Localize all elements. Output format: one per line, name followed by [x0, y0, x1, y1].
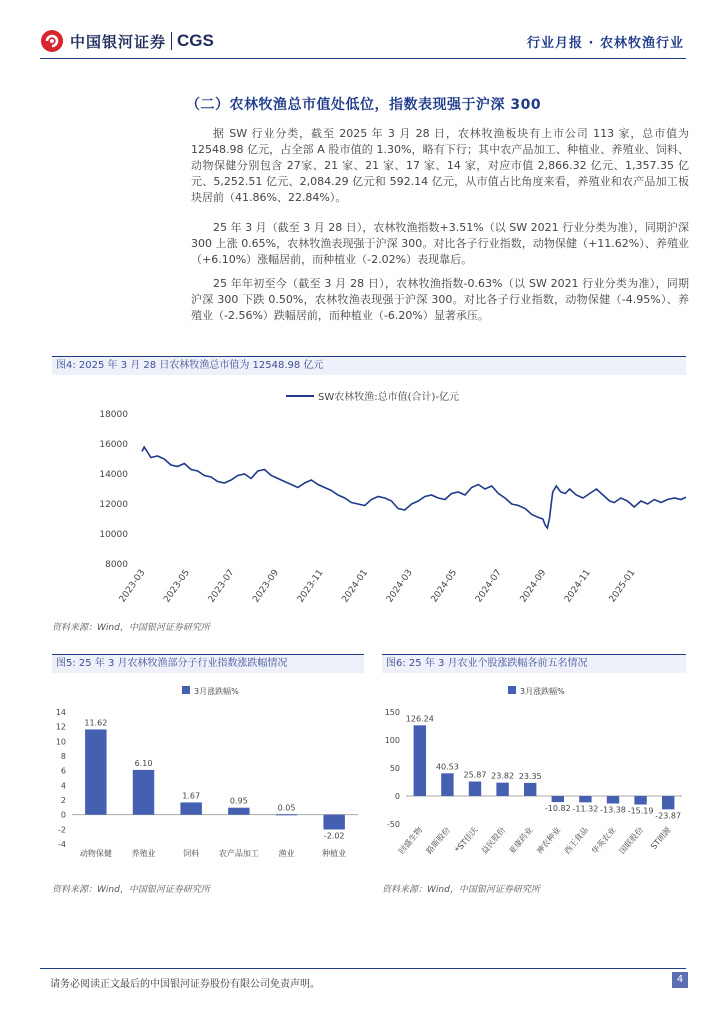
figure4-y-tick-label: 18000: [99, 410, 128, 420]
figure6-category-label: 路斯股份: [424, 825, 452, 856]
figure6-category-label: 亚康药业: [507, 825, 535, 856]
figure5-y-tick-label: 6: [60, 766, 66, 776]
section-title: （二）农林牧渔总市值处低位，指数表现强于沪深 300: [186, 97, 542, 113]
figure6-category-label: 益民股份: [479, 825, 508, 856]
figure6-bar: [579, 796, 591, 802]
figure5-y-tick-label: 12: [55, 722, 66, 732]
figure6-value-label: 25.87: [463, 770, 487, 780]
figure4-x-tick-label: 2024-03: [384, 567, 415, 605]
figure6-bar: [634, 796, 646, 805]
figure6-category-label: 国联股份: [617, 825, 646, 856]
figure5-y-tick-label: 4: [60, 781, 66, 791]
figure5-bar: [323, 815, 344, 830]
figure6-category-label: 华英农业: [590, 825, 618, 856]
figure4-x-tick-label: 2024-05: [429, 567, 460, 605]
figure4-y-tick-label: 14000: [99, 470, 128, 480]
report-type: 行业月报 · 农林牧渔行业: [527, 36, 684, 51]
logo-english-name: CGS: [177, 31, 214, 50]
figure5-y-tick-label: -2: [58, 825, 66, 835]
figure4-x-tick-label: 2023-11: [295, 567, 326, 605]
figure5-legend-swatch: [182, 686, 190, 694]
figure5-value-label: 1.67: [182, 791, 201, 801]
cgs-logo-icon: [40, 29, 64, 53]
figure6-value-label: 126.24: [405, 714, 434, 724]
figure6-category-label: 回盛生物: [396, 825, 425, 856]
figure6-bar: [496, 783, 508, 796]
figure4-title: 图4: 2025 年 3 月 28 日农林牧渔总市值为 12548.98 亿元: [56, 360, 324, 371]
header-divider: [40, 58, 686, 59]
figure5-bar: [228, 808, 249, 815]
figure6-bar: [414, 725, 426, 796]
figure6-value-label: 23.35: [518, 771, 542, 781]
figure5-value-label: 0.05: [277, 803, 296, 813]
figure4-x-tick-label: 2024-01: [340, 567, 371, 605]
footer-disclaimer: 请务必阅读正文最后的中国银河证券股份有限公司免责声明。: [50, 979, 320, 990]
figure6-bar: [607, 796, 619, 803]
figure6-value-label: -10.82: [544, 804, 571, 814]
figure5-category-label: 动物保健: [79, 849, 112, 858]
figure6-bar: [441, 773, 453, 796]
figure5-bar: [276, 814, 297, 815]
figure6-source: 资料来源：Wind，中国银河证券研究所: [382, 885, 540, 895]
figure5-legend-label: 3月涨跌幅%: [194, 687, 239, 696]
figure6-value-label: -23.87: [655, 811, 682, 821]
figure6-title-bar: [382, 654, 686, 673]
figure6-bar: [552, 796, 564, 802]
figure4-legend-label: SW农林牧渔:总市值(合计)-亿元: [318, 392, 460, 403]
footer-divider: [40, 968, 686, 969]
figure6-bar: [524, 783, 536, 796]
figure6-bar: [662, 796, 674, 809]
figure5-bar: [85, 729, 106, 814]
figure6-category-label: 西王食品: [562, 825, 590, 856]
figure4-y-tick-label: 10000: [99, 530, 128, 540]
figure6-y-tick-label: 0: [394, 792, 400, 801]
figure4-x-tick-label: 2023-07: [206, 567, 237, 605]
figure5-category-label: 饲料: [183, 849, 200, 858]
figure5-y-tick-label: 2: [60, 796, 66, 805]
paragraph-1: 据 SW 行业分类，截至 2025 年 3 月 28 日，农林牧渔板块有上市公司 113 家，总市值为 12548.98 亿元，占全部 A 股市值的 1.30%，略有下行；其中农产品加工、种植业、养殖业、饲料、动物保健分别包含 27家、21 家、21 家、17 家、14 家，对应市值 2,866.32 亿元、1,357.35 亿元、5,252.51 亿元、2,084.29 亿元和 592.14 亿元，从市值占比角度来看，养殖业和农产品加工板块居前（41.86%、22.84%）。: [191, 127, 689, 204]
figure5-y-tick-label: 14: [55, 708, 66, 717]
figure4-x-tick-label: 2024-09: [518, 567, 549, 605]
figure5-bar-chart: [52, 674, 364, 878]
figure5-category-label: 养殖业: [131, 849, 156, 858]
figure6-legend-swatch: [508, 686, 516, 694]
figure4-series-line: [142, 447, 686, 528]
figure4-x-tick-label: 2023-05: [162, 567, 193, 605]
figure5-y-tick-label: 8: [60, 752, 66, 761]
figure5-source: 资料来源：Wind，中国银河证券研究所: [52, 885, 210, 895]
page-number: 4: [672, 972, 688, 988]
figure6-title: 图6: 25 年 3 月农业个股涨跌幅各前五名情况: [386, 658, 588, 669]
figure4-y-tick-label: 8000: [105, 560, 128, 570]
figure6-bar-chart: [382, 674, 686, 878]
figure6-value-label: -15.19: [627, 806, 654, 816]
figure4-x-tick-label: 2023-03: [117, 567, 148, 605]
company-logo: [40, 28, 214, 54]
figure6-value-label: 40.53: [435, 762, 459, 772]
figure6-y-tick-label: 150: [384, 708, 400, 717]
figure5-category-label: 种植业: [322, 849, 347, 858]
figure5-value-label: 0.95: [229, 796, 248, 806]
figure6-category-label: *ST佳沃: [453, 825, 480, 855]
figure5-value-label: -2.02: [323, 831, 345, 841]
figure6-category-label: 神农种业: [534, 825, 563, 856]
figure4-line-chart: [52, 376, 686, 618]
figure5-value-label: 6.10: [134, 758, 153, 768]
figure5-bar: [133, 770, 154, 815]
logo-chinese-name: 中国银河证券: [70, 32, 167, 51]
paragraph-3: 25 年年初至今（截至 3 月 28 日），农林牧渔指数-0.63%（以 SW 2021 行业分类为准），同期沪深 300 下跌 0.50%，农林牧渔表现强于沪深 300。对比各子行业指数，动物保健（-4.95%）、养殖业（-2.56%）跌幅居前，而种植业（-6.20%）显著承压。: [191, 277, 689, 322]
figure6-value-label: -11.32: [572, 804, 599, 814]
figure6-category-label: ST朗源: [649, 825, 673, 852]
figure4-x-tick-label: 2024-07: [474, 567, 504, 605]
figure5-y-tick-label: 0: [60, 810, 66, 820]
figure4-source: 资料来源：Wind，中国银河证券研究所: [52, 623, 210, 633]
figure4-title-bar: [52, 356, 686, 375]
figure4-x-tick-label: 2025-01: [607, 567, 638, 605]
figure6-y-tick-label: 50: [389, 764, 400, 773]
figure6-y-tick-label: 100: [384, 736, 400, 745]
paragraph-2: 25 年 3 月（截至 3 月 28 日），农林牧渔指数+3.51%（以 SW 2021 行业分类为准），同期沪深 300 上涨 0.65%，农林牧渔表现强于沪深 300。对比各子行业指数，动物保健（+11.62%）、养殖业（+6.10%）涨幅居前，而种植业（-2.02%）表现靠后。: [191, 221, 689, 266]
figure5-category-label: 渔业: [278, 849, 295, 858]
figure5-value-label: 11.62: [84, 718, 108, 728]
figure6-value-label: -13.38: [600, 805, 626, 815]
figure4-x-tick-label: 2024-11: [563, 567, 593, 605]
figure5-y-tick-label: 10: [55, 737, 66, 747]
figure6-legend-label: 3月涨跌幅%: [520, 687, 565, 696]
figure5-category-label: 农产品加工: [218, 849, 259, 858]
figure5-y-tick-label: -4: [58, 840, 66, 849]
figure6-bar: [469, 782, 481, 796]
figure5-bar: [180, 802, 201, 814]
figure5-title: 图5: 25 年 3 月农林牧渔部分子行业指数涨跌幅情况: [56, 658, 288, 669]
figure4-y-tick-label: 12000: [99, 500, 128, 510]
figure6-value-label: 23.82: [491, 771, 515, 781]
figure4-y-tick-label: 16000: [99, 440, 128, 450]
figure5-title-bar: [52, 654, 364, 673]
figure4-x-tick-label: 2023-09: [251, 567, 282, 605]
figure6-y-tick-label: -50: [386, 820, 400, 829]
